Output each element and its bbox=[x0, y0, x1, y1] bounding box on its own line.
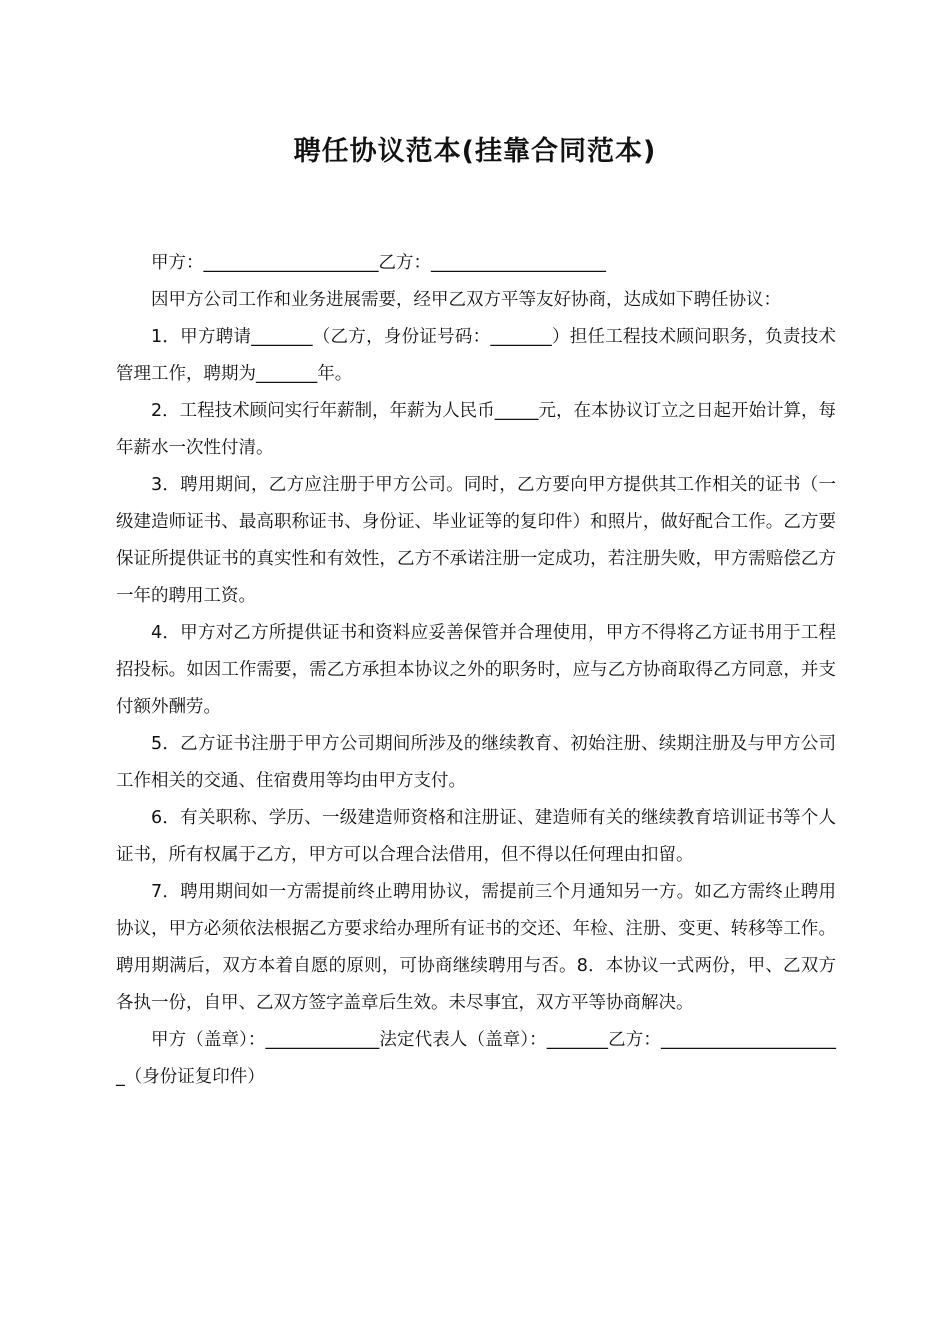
clause-2: 2．工程技术顾问实行年薪制，年薪为人民币_____元，在本协议订立之日起开始计算，每年薪水一次性付清。 bbox=[116, 401, 836, 458]
clause-1: 1．甲方聘请_______（乙方，身份证号码：_______）担任工程技术顾问职务，负责技术管理工作，聘期为_______年。 bbox=[116, 327, 836, 384]
clause-5: 5．乙方证书注册于甲方公司期间所涉及的继续教育、初始注册、续期注册及与甲方公司工作相关的交通、住宿费用等均由甲方支付。 bbox=[116, 734, 836, 791]
parties-line: 甲方：____________________乙方：____________________ bbox=[151, 253, 606, 273]
clause-7-8: 7．聘用期间如一方需提前终止聘用协议，需提前三个月通知另一方。如乙方需终止聘用协议，甲方必须依法根据乙方要求给办理所有证书的交还、年检、注册、变更、转移等工作。聘用期满后，双方本着自愿的原则，可协商继续聘用与否。8．本协议一式两份，甲、乙双方各执一份，自甲、乙双方签字盖章后生效。未尽事宜，双方平等协商解决。 bbox=[116, 882, 836, 1013]
document-body bbox=[116, 245, 836, 1096]
clause-4: 4．甲方对乙方所提供证书和资料应妥善保管并合理使用，甲方不得将乙方证书用于工程招投标。如因工作需要，需乙方承担本协议之外的职务时，应与乙方协商取得乙方同意，并支付额外酬劳。 bbox=[116, 623, 836, 717]
document-title: 聘任协议范本(挂靠合同范本) bbox=[293, 136, 657, 167]
signature-line: 甲方（盖章）：_____________法定代表人（盖章）：_______乙方：_____________________（身份证复印件） bbox=[116, 1030, 836, 1087]
clause-3: 3．聘用期间，乙方应注册于甲方公司。同时，乙方要向甲方提供其工作相关的证书（一级建造师证书、最高职称证书、身份证、毕业证等的复印件）和照片，做好配合工作。乙方要保证所提供证书的真实性和有效性，乙方不承诺注册一定成功，若注册失败，甲方需赔偿乙方一年的聘用工资。 bbox=[116, 475, 836, 606]
clause-6: 6．有关职称、学历、一级建造师资格和注册证、建造师有关的继续教育培训证书等个人证书，所有权属于乙方，甲方可以合理合法借用，但不得以任何理由扣留。 bbox=[116, 808, 836, 865]
intro-paragraph: 因甲方公司工作和业务进展需要，经甲乙双方平等友好协商，达成如下聘任协议： bbox=[151, 290, 781, 310]
